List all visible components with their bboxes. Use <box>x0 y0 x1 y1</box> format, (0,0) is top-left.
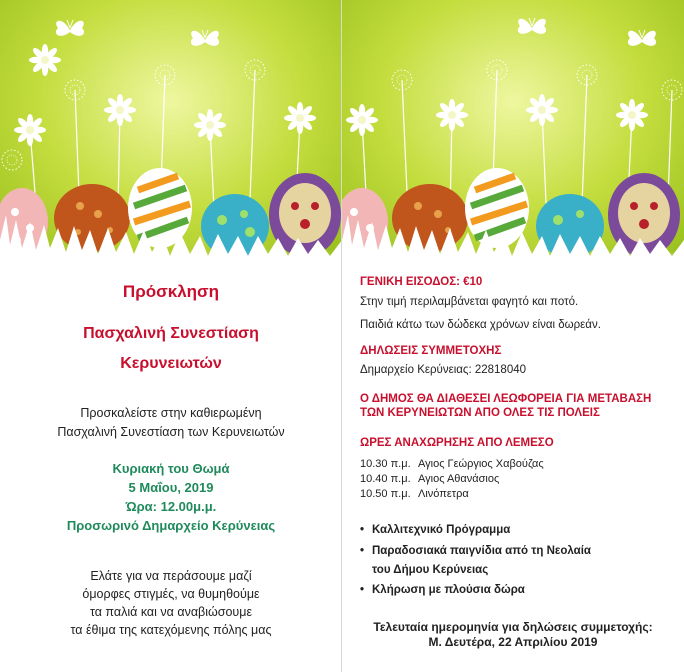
bullet-icon: • <box>360 584 365 596</box>
departure-row <box>360 473 499 485</box>
panel-divider <box>341 0 342 672</box>
event-time: Ώρα: 12.00μ.μ. <box>125 499 217 514</box>
event-name-line1: Πασχαλινή Συνεστίαση <box>83 325 259 342</box>
bus-notice-line1: Ο ΔΗΜΟΣ ΘΑ ΔΙΑΘΕΣΕΙ ΛΕΩΦΟΡΕΙΑ ΓΙΑ ΜΕΤΑΒΑΣΗ <box>360 393 652 405</box>
easter-banner-image <box>0 0 342 290</box>
bullet-text: Κλήρωση με πλούσια δώρα <box>372 584 525 596</box>
bullet-icon: • <box>360 524 365 536</box>
deadline-line1: Τελευταία ημερομηνία για δηλώσεις συμμετοχής: <box>373 620 653 634</box>
entry-note-line2: Παιδιά κάτω των δώδεκα χρόνων είναι δωρεάν. <box>360 319 601 331</box>
closing-line2: όμορφες στιγμές, να θυμηθούμε <box>82 587 260 601</box>
bus-notice-line2: ΤΩΝ ΚΕΡΥΝΕΙΩΤΩΝ ΑΠΟ ΟΛΕΣ ΤΙΣ ΠΟΛΕΙΣ <box>360 407 600 419</box>
program-bullet <box>360 584 525 596</box>
departure-row <box>360 488 469 500</box>
details-panel <box>342 0 684 672</box>
invitation-title: Πρόσκληση <box>122 282 220 301</box>
participation-contact: Δημαρχείο Κερύνειας: 22818040 <box>360 364 527 376</box>
intro-line1: Προσκαλείστε στην καθιερωμένη <box>80 406 262 420</box>
event-place: Προσωρινό Δημαρχείο Κερύνειας <box>66 518 276 533</box>
departures-heading: ΩΡΕΣ ΑΝΑΧΩΡΗΣΗΣ ΑΠΟ ΛΕΜΕΣΟ <box>360 437 554 449</box>
easter-banner-image <box>342 0 684 290</box>
entry-note-line1: Στην τιμή περιλαμβάνεται φαγητό και ποτό. <box>360 296 579 308</box>
closing-line1: Ελάτε για να περάσουμε μαζί <box>90 569 252 583</box>
departure-place: Αγιος Γεώργιος Χαβούζας <box>418 458 544 470</box>
departure-time: 10.40 π.μ. <box>360 473 411 485</box>
entry-fee-heading: ΓΕΝΙΚΗ ΕΙΣΟΔΟΣ: €10 <box>360 276 483 288</box>
bullet-text: Καλλιτεχνικό Πρόγραμμα <box>372 524 511 536</box>
deadline-line2: Μ. Δευτέρα, 22 Απριλίου 2019 <box>428 635 598 649</box>
program-bullet <box>360 524 510 536</box>
departure-row <box>360 458 544 470</box>
intro-line2: Πασχαλινή Συνεστίαση των Κερυνειωτών <box>57 425 285 439</box>
departure-place: Λινόπετρα <box>418 488 469 500</box>
bullet-text: Παραδοσιακά παιγνίδια από τη Νεολαία <box>372 545 591 557</box>
bullet-icon: • <box>360 545 365 557</box>
closing-line3: τα παλιά και να αναβιώσουμε <box>89 605 253 619</box>
closing-line4: τα έθιμα της κατεχόμενης πόλης μας <box>70 623 272 637</box>
event-date: 5 Μαΐου, 2019 <box>128 480 214 495</box>
departure-time: 10.50 π.μ. <box>360 488 411 500</box>
departure-time: 10.30 π.μ. <box>360 458 411 470</box>
event-name-line2: Κερυνειωτών <box>120 355 222 372</box>
departure-place: Αγιος Αθανάσιος <box>418 473 500 485</box>
program-bullet <box>360 545 591 557</box>
participation-heading: ΔΗΛΩΣΕΙΣ ΣΥΜΜΕΤΟΧΗΣ <box>360 345 502 357</box>
bullet-continuation: του Δήμου Κερύνειας <box>372 564 489 576</box>
event-day: Κυριακή του Θωμά <box>112 461 230 476</box>
